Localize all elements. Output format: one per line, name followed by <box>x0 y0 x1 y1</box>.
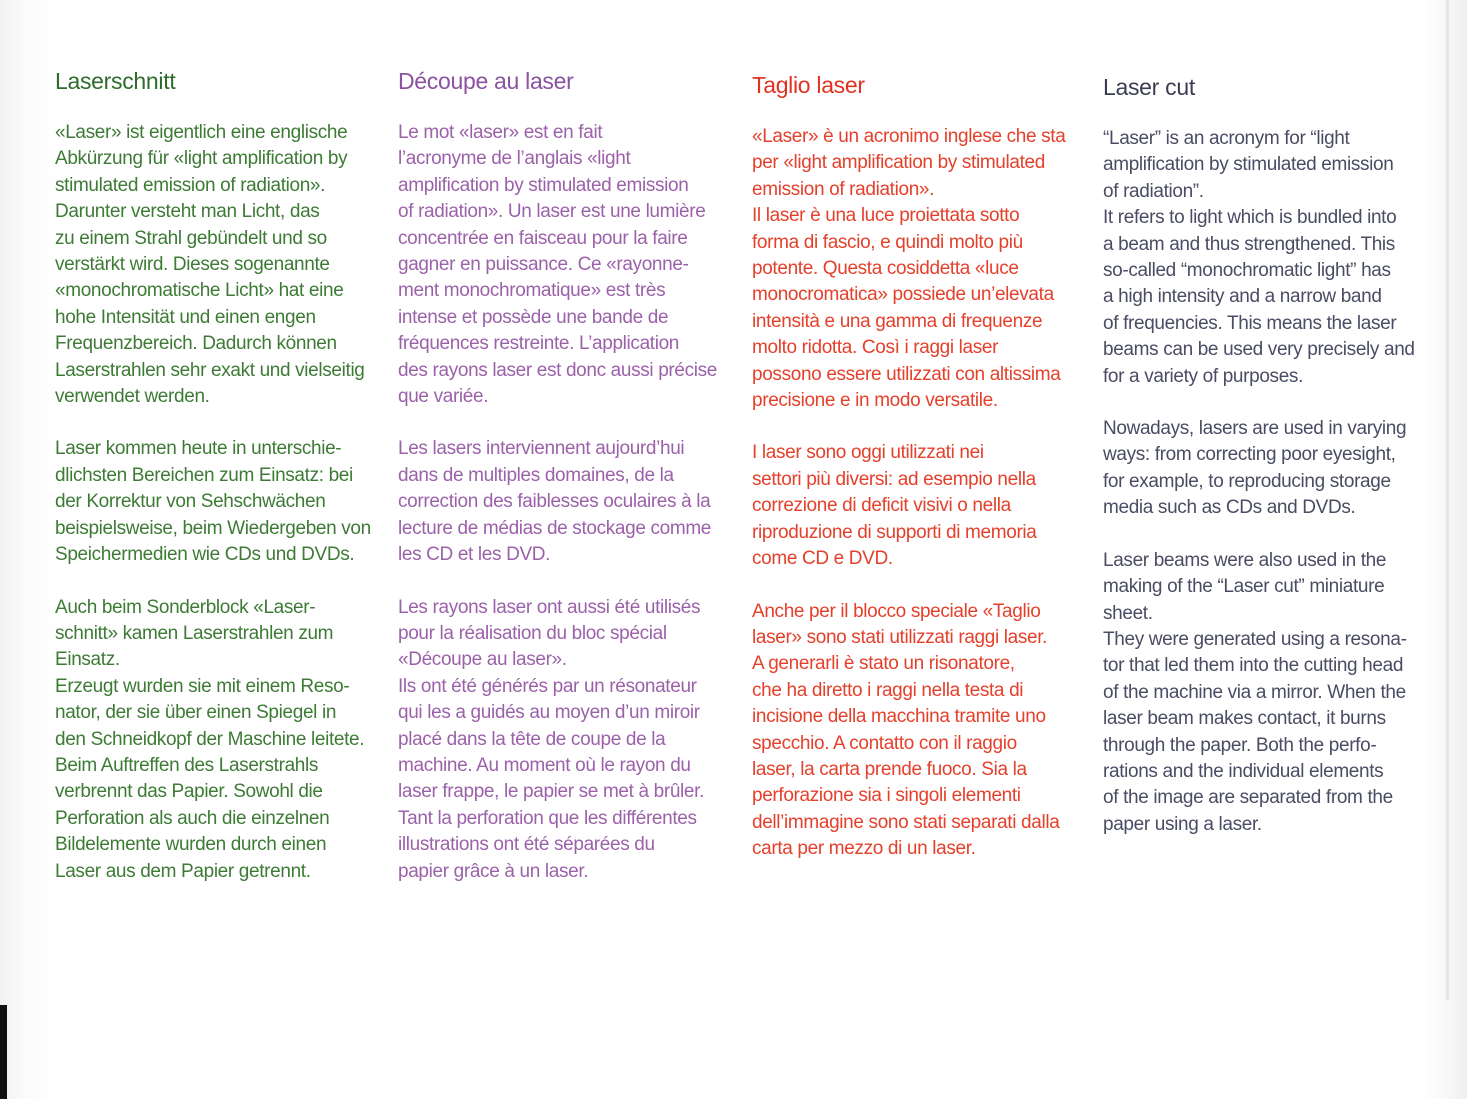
text-line: que variée. <box>398 386 489 408</box>
text-line: concentrée en faisceau pour la faire <box>398 227 688 249</box>
paragraph <box>752 599 1082 863</box>
text-line: laser frappe, le papier se met à brûler. <box>398 781 705 803</box>
text-line: Ils ont été générés par un résonateur <box>398 675 697 697</box>
text-line: zu einem Strahl gebündelt und so <box>55 227 327 249</box>
text-line: correction des faiblesses oculaires à la <box>398 491 711 513</box>
text-line: den Schneidkopf der Maschine leitete. <box>55 728 365 750</box>
text-line: making of the “Laser cut” miniature <box>1103 576 1385 598</box>
text-line: specchio. A contatto con il raggio <box>752 732 1017 754</box>
text-line: beispielsweise, beim Wiedergeben von <box>55 517 371 539</box>
text-line: “Laser” is an acronym for “light <box>1103 128 1350 149</box>
text-line: laser, la carta prende fuoco. Sia la <box>752 758 1027 780</box>
text-line: «Laser» ist eigentlich eine englische <box>55 122 348 143</box>
text-line: sheet. <box>1103 602 1153 624</box>
text-line: Bildelemente wurden durch einen <box>55 834 327 856</box>
text-line: Beim Auftreffen des Laserstrahls <box>55 754 319 776</box>
page-edge-right <box>1446 0 1449 1000</box>
text-line: Anche per il blocco speciale «Taglio <box>752 600 1041 622</box>
text-line: gagner en puissance. Ce «rayonne- <box>398 254 689 276</box>
text-line: They were generated using a resona- <box>1103 628 1407 650</box>
column-body-italian <box>752 124 1082 863</box>
text-line: Tant la perforation que les différentes <box>398 807 697 829</box>
text-line: papier grâce à un laser. <box>398 860 589 882</box>
text-line: Auch beim Sonderblock «Laser- <box>55 596 316 618</box>
text-line: Erzeugt wurden sie mit einem Reso- <box>55 675 350 697</box>
page-edge-left <box>0 1005 7 1099</box>
text-line: for example, to reproducing storage <box>1103 470 1391 492</box>
text-line: incisione della macchina tramite uno <box>752 706 1046 728</box>
text-line: of radiation». Un laser est une lumière <box>398 201 706 223</box>
text-line: qui les a guidés au moyen d’un miroir <box>398 702 700 724</box>
text-line: Perforation als auch die einzelnen <box>55 807 330 829</box>
text-line: paper using a laser. <box>1103 813 1262 835</box>
text-line: laser beam makes contact, it burns <box>1103 708 1386 730</box>
text-line: dell’immagine sono stati separati dalla <box>752 811 1060 833</box>
text-line: Les rayons laser ont aussi été utilisés <box>398 596 701 618</box>
text-line: Laser aus dem Papier getrennt. <box>55 860 311 882</box>
paragraph <box>398 436 728 568</box>
text-line: A generarli è stato un risonatore, <box>752 653 1015 675</box>
column-english <box>1103 72 1428 864</box>
text-line: ways: from correcting poor eyesight, <box>1103 444 1396 466</box>
text-line: emission of radiation». <box>752 178 935 200</box>
text-line: molto ridotta. Così i raggi laser <box>752 337 999 359</box>
text-line: machine. Au moment où le rayon du <box>398 754 691 776</box>
text-line: der Korrektur von Sehschwächen <box>55 491 326 513</box>
text-line: Laser beams were also used in the <box>1103 549 1387 571</box>
column-body-french <box>398 120 728 885</box>
text-line: Laser kommen heute in unterschie- <box>55 438 342 460</box>
paragraph <box>55 436 385 568</box>
paragraph <box>752 124 1082 414</box>
column-german <box>55 66 385 911</box>
text-line: potente. Questa cosiddetta «luce <box>752 258 1019 280</box>
text-line: pour la réalisation du bloc spécial <box>398 622 667 644</box>
text-line: Frequenzbereich. Dadurch können <box>55 333 337 355</box>
text-line: possono essere utilizzati con altissima <box>752 363 1061 385</box>
text-line: intensità e una gamma di frequenze <box>752 310 1043 332</box>
text-line: nator, der sie über einen Spiegel in <box>55 702 337 724</box>
text-line: placé dans la tête de coupe de la <box>398 728 666 750</box>
text-line: l’acronyme de l’anglais «light <box>398 148 631 170</box>
text-line: come CD e DVD. <box>752 548 893 570</box>
text-line: riproduzione di supporti di memoria <box>752 521 1037 543</box>
text-line: a high intensity and a narrow band <box>1103 286 1382 308</box>
text-line: forma di fascio, e quindi molto più <box>752 231 1023 253</box>
text-line: verwendet werden. <box>55 386 210 408</box>
text-line: Speichermedien wie CDs und DVDs. <box>55 544 355 566</box>
text-line: of radiation”. <box>1103 180 1204 202</box>
text-line: «Laser» è un acronimo inglese che sta <box>752 126 1066 147</box>
text-line: Laserstrahlen sehr exakt und vielseitig <box>55 359 365 381</box>
column-title-french: Découpe au laser <box>398 68 574 94</box>
text-line: so-called “monochromatic light” has <box>1103 260 1391 282</box>
text-line: of frequencies. This means the laser <box>1103 312 1397 334</box>
paragraph <box>398 120 728 410</box>
column-body-english <box>1103 126 1428 838</box>
text-line: lecture de médias de stockage comme <box>398 517 712 539</box>
text-line: through the paper. Both the perfo- <box>1103 734 1377 756</box>
text-line: dans de multiples domaines, de la <box>398 464 674 486</box>
text-line: des rayons laser est donc aussi précise <box>398 359 718 381</box>
text-line: «monochromatische Licht» hat eine <box>55 280 344 302</box>
text-line: stimulated emission of radiation». <box>55 174 326 196</box>
text-line: «Découpe au laser». <box>398 649 567 671</box>
text-line: for a variety of purposes. <box>1103 365 1304 387</box>
paragraph <box>398 595 728 885</box>
column-italian <box>752 70 1082 889</box>
text-line: beams can be used very precisely and <box>1103 339 1415 361</box>
text-line: Il laser è una luce proiettata sotto <box>752 205 1020 227</box>
text-line: media such as CDs and DVDs. <box>1103 497 1356 519</box>
column-body-german <box>55 120 385 885</box>
text-line: of the machine via a mirror. When the <box>1103 681 1406 703</box>
paragraph <box>1103 126 1428 390</box>
column-french <box>398 66 728 911</box>
text-line: Le mot «laser» est en fait <box>398 122 603 143</box>
text-line: I laser sono oggi utilizzati nei <box>752 442 984 464</box>
paragraph <box>752 440 1082 572</box>
paragraph <box>1103 548 1428 838</box>
text-line: correzione di deficit visivi o nella <box>752 495 1011 517</box>
text-line: Darunter versteht man Licht, das <box>55 201 320 223</box>
text-line: che ha diretto i raggi nella testa di <box>752 679 1024 701</box>
text-line: It refers to light which is bundled into <box>1103 207 1397 229</box>
text-line: verstärkt wird. Dieses sogenannte <box>55 254 330 276</box>
paragraph <box>55 120 385 410</box>
text-line: settori più diversi: ad esempio nella <box>752 468 1036 490</box>
text-line: ment monochromatique» est très <box>398 280 666 302</box>
text-line: perforazione sia i singoli elementi <box>752 785 1021 807</box>
text-line: amplification by stimulated emission <box>398 174 689 196</box>
text-line: tor that led them into the cutting head <box>1103 655 1404 677</box>
text-line: hohe Intensität und einen engen <box>55 306 316 328</box>
text-line: Nowadays, lasers are used in varying <box>1103 418 1407 440</box>
text-line: les CD et les DVD. <box>398 544 551 566</box>
text-line: schnitt» kamen Laserstrahlen zum <box>55 622 334 644</box>
text-line: laser» sono stati utilizzati raggi laser. <box>752 626 1048 648</box>
text-line: a beam and thus strengthened. This <box>1103 233 1395 255</box>
column-title-english: Laser cut <box>1103 74 1195 100</box>
text-line: Einsatz. <box>55 649 120 671</box>
text-line: rations and the individual elements <box>1103 760 1384 782</box>
text-line: of the image are separated from the <box>1103 787 1393 809</box>
text-line: Les lasers interviennent aujourd’hui <box>398 438 685 460</box>
text-line: intense et possède une bande de <box>398 306 669 328</box>
text-line: dlichsten Bereichen zum Einsatz: bei <box>55 464 353 486</box>
text-line: carta per mezzo di un laser. <box>752 838 976 860</box>
text-line: amplification by stimulated emission <box>1103 154 1394 176</box>
text-line: illustrations ont été séparées du <box>398 834 655 856</box>
text-line: Abkürzung für «light amplification by <box>55 148 348 170</box>
text-line: verbrennt das Papier. Sowohl die <box>55 781 323 803</box>
column-title-german: Laserschnitt <box>55 68 176 94</box>
paragraph <box>1103 416 1428 522</box>
text-line: monocromatica» possiede un’elevata <box>752 284 1054 306</box>
column-title-italian: Taglio laser <box>752 72 865 98</box>
paragraph <box>55 595 385 885</box>
text-line: fréquences restreinte. L’application <box>398 333 680 355</box>
text-line: per «light amplification by stimulated <box>752 152 1045 174</box>
text-line: precisione e in modo versatile. <box>752 390 998 412</box>
